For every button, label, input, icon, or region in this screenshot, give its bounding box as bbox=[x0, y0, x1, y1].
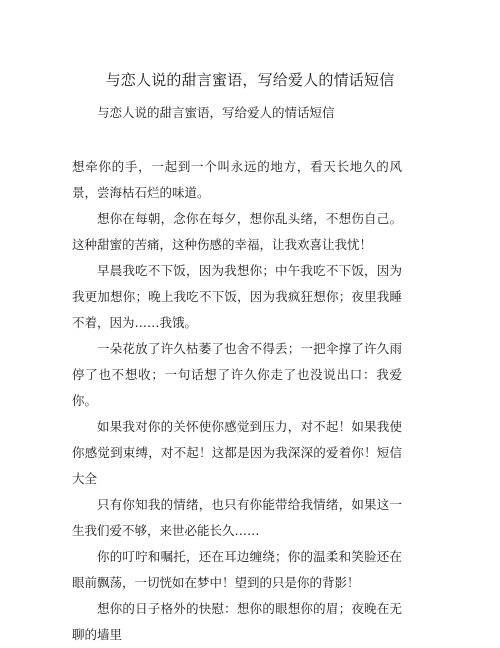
paragraph: 早晨我吃不下饭，因为我想你；中午我吃不下饭，因为我更加想你；晚上我吃不下饭，因为我疯狂想你；夜里我睡不着，因为……我饿。 bbox=[72, 263, 402, 330]
paragraph: 想牵你的手，一起到一个叫永远的地方，看天长地久的风景，尝海枯石烂的味道。 bbox=[72, 159, 402, 200]
paragraph: 想你在每朝，念你在每夕，想你乱头绪，不想伤自己。这种甜蜜的苦痛，这种伤感的幸福，让我欢喜让我忧！ bbox=[72, 211, 402, 252]
document-body bbox=[72, 154, 402, 648]
document-subtitle: 与恋人说的甜言蜜语，写给爱人的情话短信 bbox=[97, 105, 335, 120]
document-title: 与恋人说的甜言蜜语，写给爱人的情话短信 bbox=[105, 71, 395, 89]
paragraph: 一朵花放了许久枯萎了也舍不得丢；一把伞撑了许久雨停了也不想收；一句话想了许久你走了也没说出口：我爱你。 bbox=[72, 341, 402, 408]
paragraph: 想你的日子格外的快慰：想你的眼想你的眉；夜晚在无聊的墙里 bbox=[72, 601, 402, 642]
paragraph: 你的叮咛和嘱托，还在耳边缠绕；你的温柔和笑脸还在眼前飘荡，一切恍如在梦中！望到的只是你的背影！ bbox=[72, 549, 402, 590]
paragraph: 只有你知我的情绪，也只有你能带给我情绪，如果这一生我们爱不够，来世必能长久…… bbox=[72, 497, 402, 538]
paragraph: 如果我对你的关怀使你感觉到压力，对不起！如果我使你感觉到束缚，对不起！这都是因为我深深的爱着你！短信大全 bbox=[72, 419, 402, 486]
